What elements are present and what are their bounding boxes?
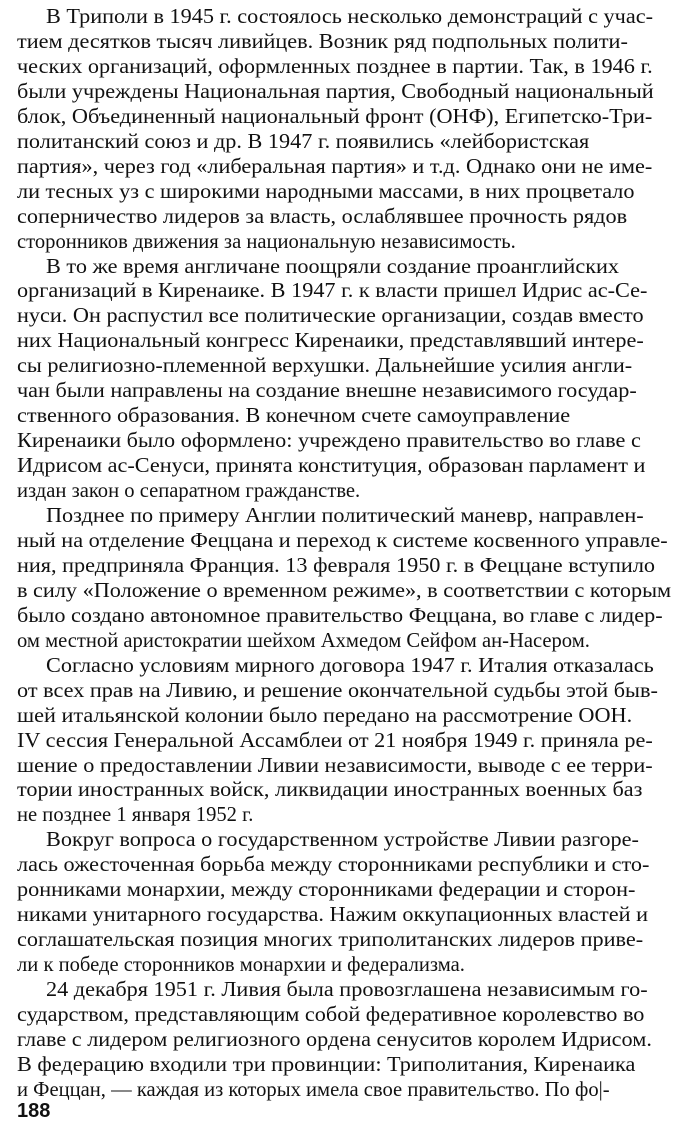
text-line: IV сессия Генеральной Ассамблеи от 21 ноября 1949 г. приняла ре- <box>17 729 653 752</box>
text-line: шение о предоставлении Ливии независимости, выводе с ее терри- <box>17 754 653 777</box>
text-line: ли тесных уз с широкими народными массами, в них процветало <box>17 180 635 203</box>
text-line: было создано автономное правительство Феццана, во главе с лидер- <box>17 604 663 627</box>
text-line: в силу «Положение о временном режиме», в соответствии с которым <box>17 579 672 602</box>
text-line: шей итальянской колонии было передано на рассмотрение ООН. <box>17 704 633 727</box>
text-line: сторонников движения за национальную независимость. <box>17 230 516 253</box>
text-line: В федерацию входили три провинции: Триполитания, Киренаика <box>17 1053 636 1076</box>
text-line: не позднее 1 января 1952 г. <box>17 804 254 827</box>
text-line: организаций в Киренаике. В 1947 г. к власти пришел Идрис ас-Се- <box>17 280 648 303</box>
paragraph-first-line: В то же время англичане поощряли создание проанглийских <box>46 255 620 278</box>
text-line: были учреждены Национальная партия, Свободный национальный <box>17 80 654 103</box>
text-line: лась ожесточенная борьба между сторонниками республики и сто- <box>17 854 650 877</box>
text-line: соглашательская позиция многих триполитанских лидеров приве- <box>17 929 644 952</box>
text-line: них Национальный конгресс Киренаики, представлявший интере- <box>17 330 644 353</box>
paragraph-first-line: Согласно условиям мирного договора 1947 г. Италия отказалась <box>46 654 654 677</box>
text-line: политанский союз и др. В 1947 г. появились «лейбористская <box>17 130 590 153</box>
text-line: от всех прав на Ливию, и решение окончательной судьбы этой быв- <box>17 679 658 702</box>
text-line: никами унитарного государства. Нажим оккупационных властей и <box>17 904 649 927</box>
text-line: ом местной аристократии шейхом Ахмедом Сейфом ан-Насером. <box>17 629 590 652</box>
text-line: ронниками монархии, между сторонниками федерации и сторон- <box>17 879 636 902</box>
text-line: ния, предприняла Франция. 13 февраля 1950 г. в Феццане вступило <box>17 554 656 577</box>
text-line: партия», через год «либеральная партия» и т.д. Однако они не име- <box>17 155 653 178</box>
text-line: соперничество лидеров за власть, ослаблявшее прочность рядов <box>17 205 628 228</box>
paragraph-first-line: Вокруг вопроса о государственном устройстве Ливии разгоре- <box>46 829 639 852</box>
text-line: ственного образования. В конечном счете самоуправление <box>17 405 571 428</box>
text-line: и Феццан, — каждая из которых имела свое правительство. По фо|- <box>17 1078 610 1101</box>
text-line: чан были направлены на создание внешне независимого государ- <box>17 380 637 403</box>
page-number: 188 <box>17 1100 51 1122</box>
text-line: сударством, представляющим собой федеративное королевство во <box>17 1004 645 1026</box>
text-line: нуси. Он распустил все политические организации, создав вместо <box>17 305 644 328</box>
paragraph-first-line: Позднее по примеру Англии политический маневр, направлен- <box>46 505 644 527</box>
paragraph-first-line: В Триполи в 1945 г. состоялось несколько демонстраций с учас- <box>46 6 654 28</box>
paragraph-first-line: 24 декабря 1951 г. Ливия была провозглашена независимым го- <box>46 979 648 1002</box>
text-line: ли к победе сторонников монархии и федерализма. <box>17 954 465 977</box>
text-line: Киренаики было оформлено: учреждено правительство во главе с <box>17 430 641 453</box>
text-line: ческих организаций, оформленных позднее в партии. Так, в 1946 г. <box>17 55 653 78</box>
text-line: издан закон о сепаратном гражданстве. <box>17 480 361 503</box>
text-line: Идрисом ас-Сенуси, принята конституция, образован парламент и <box>17 455 646 478</box>
text-line: тории иностранных войск, ликвидации иностранных военных баз <box>17 779 643 802</box>
text-line: главе с лидером религиозного ордена сенуситов королем Идрисом. <box>17 1028 652 1051</box>
text-line: блок, Объединенный национальный фронт (ОНФ), Египетско-Три- <box>17 105 653 128</box>
text-line: тием десятков тысяч ливийцев. Возник ряд подпольных полити- <box>17 30 628 53</box>
text-line: ный на отделение Феццана и переход к системе косвенного управле- <box>17 529 668 552</box>
text-line: сы религиозно-племенной верхушки. Дальнейшие усилия англи- <box>17 355 633 378</box>
